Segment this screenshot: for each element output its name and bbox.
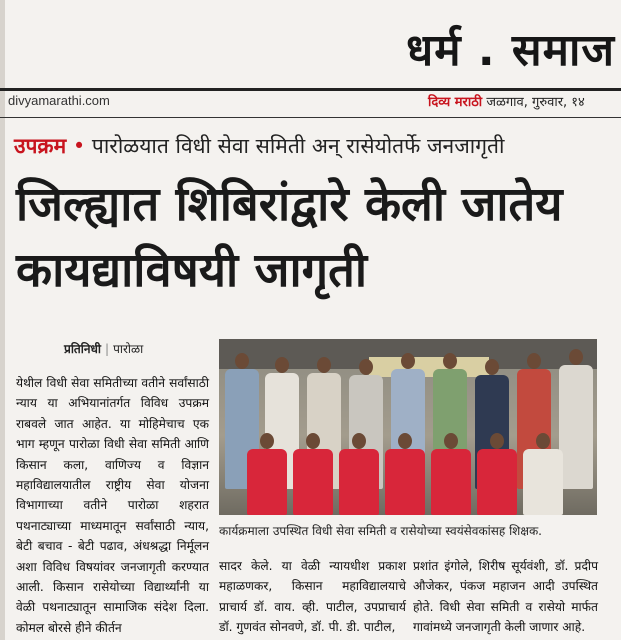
group-photo xyxy=(219,339,597,515)
byline-separator: | xyxy=(105,342,110,356)
dateline: जळगाव, गुरुवार, १४ xyxy=(486,95,585,110)
kicker xyxy=(14,132,504,160)
photo-head xyxy=(398,433,412,449)
photo-caption: कार्यक्रमाला उपस्थित विधी सेवा समिती व रासेयोच्या स्वयंसेवकांसह शिक्षक. xyxy=(219,524,542,538)
masthead xyxy=(428,92,585,110)
site-url: divyamarathi.com xyxy=(8,93,110,108)
article-column-3: प्रशांत इंगोले, शिरीष सूर्यवंशी, डॉ. प्रदीप औजेकर, पंकज महाजन आदी उपस्थित होते. विधी सेवा समिती व रासेयो मार्फत गावांमध्ये जनजागृती केली जाणार आहे. xyxy=(413,559,598,635)
photo-head xyxy=(352,433,366,449)
photo-banner xyxy=(369,357,489,377)
photo-head xyxy=(485,359,499,375)
photo-person xyxy=(559,365,593,489)
photo-person-seated xyxy=(293,449,333,515)
photo-person-seated xyxy=(247,449,287,515)
kicker-text: पारोळयात विधी सेवा समिती अन् रासेयोतर्फे जनजागृती xyxy=(91,134,505,158)
photo-head xyxy=(443,353,457,369)
photo-head xyxy=(444,433,458,449)
byline xyxy=(64,340,143,357)
kicker-bullet: • xyxy=(72,134,86,158)
photo-person-seated xyxy=(431,449,471,515)
photo-person-seated xyxy=(523,449,563,515)
byline-author: प्रतिनिधी xyxy=(64,342,102,356)
photo-head xyxy=(306,433,320,449)
photo-head xyxy=(235,353,249,369)
kicker-label: उपक्रम xyxy=(14,134,67,158)
headline: जिल्ह्यात शिबिरांद्वारे केली जातेय कायद्याविषयी जागृती xyxy=(16,177,563,298)
photo-head xyxy=(275,357,289,373)
photo-head xyxy=(569,349,583,365)
photo-head xyxy=(490,433,504,449)
photo-person-seated xyxy=(385,449,425,515)
photo-person-seated xyxy=(477,449,517,515)
article-column-2: सादर केले. या वेळी न्यायधीश प्रकाश महाळणकर, किसान महाविद्यालयाचे प्राचार्य डॉ. वाय. व्ही. पाटील, उपप्राचार्य डॉ. गुणवंत सोनवणे, डॉ. पी. डी. पाटील, xyxy=(219,559,406,635)
photo-head xyxy=(317,357,331,373)
photo-head xyxy=(260,433,274,449)
photo-head xyxy=(401,353,415,369)
section-title: धर्म . समाज xyxy=(406,25,615,76)
article-column-1: येथील विधी सेवा समितीच्या वतीने सर्वांसाठी न्याय या अभियानांतर्गत विविध उपक्रम राबवले जात आहेत. या मोहिमेचाच एक भाग म्हणून पारोळा विधी सेवा समिती आणि किसान कला, वाणिज्य व विज्ञान महाविद्यालयातील राष्ट्रीय सेवा योजना विभागाच्या वतीने पारोळा शहरात पथनाट्याच्या माध्यमातून सर्वांसाठी न्याय, बेटी बचाव - बेटी पढाव, अंधश्रद्धा निर्मूलन अशा विविध विषयांवर जनजागृती करण्यात आली. किसान रासेयोच्या विद्यार्थ्यांनी या वेळी पथनाट्यातून सामाजिक संदेश दिला. कोमल बोरसे हीने कीर्तन xyxy=(16,376,209,635)
brand-logo: दिव्य मराठी xyxy=(428,95,483,110)
photo-head xyxy=(536,433,550,449)
divider xyxy=(0,117,621,118)
byline-place: पारोळा xyxy=(113,342,144,356)
photo-head xyxy=(527,353,541,369)
photo-head xyxy=(359,359,373,375)
photo-person-seated xyxy=(339,449,379,515)
